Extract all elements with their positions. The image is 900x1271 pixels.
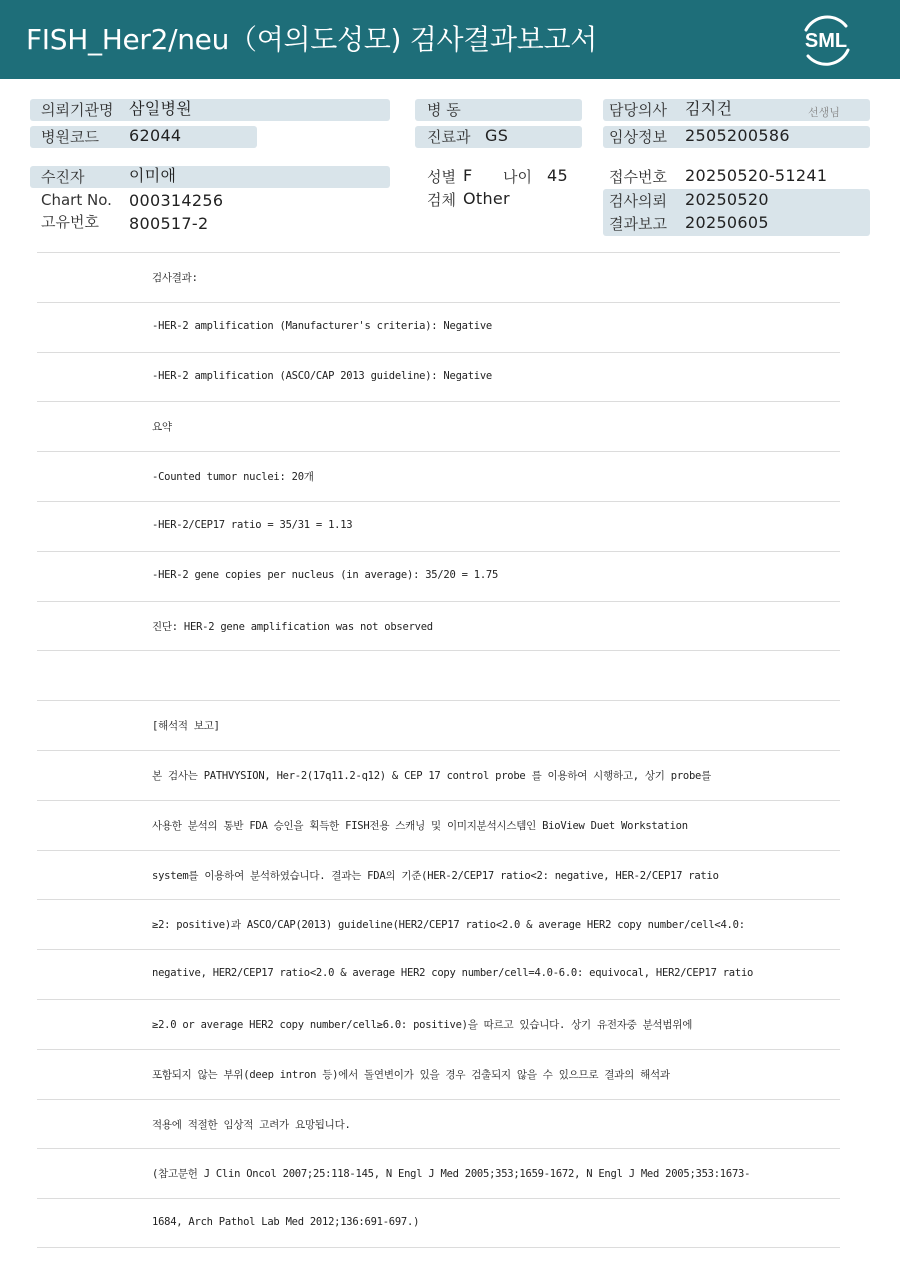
sex-value: F [463,166,473,185]
report-value: 20250605 [685,213,769,232]
result-row [37,1148,840,1198]
specimen-label: 검체 [427,191,456,209]
patient-label: 수진자 [41,168,85,186]
unique-label: 고유번호 [41,213,99,231]
result-row [37,949,840,999]
interpretation-line: 본 검사는 PATHVYSION, Her-2(17q11.2-q12) & CEP 17 control probe 를 이용하여 시행하고, 상기 probe를 [152,769,712,782]
result-row [37,451,840,501]
ward-label: 병 동 [427,101,461,119]
result-row [37,850,840,900]
result-row [37,352,840,402]
result-line: -HER-2 amplification (Manufacturer's criteria): Negative [152,319,493,332]
result-row [37,252,840,302]
interpretation-line: negative, HER2/CEP17 ratio<2.0 & average HER2 copy number/cell=4.0-6.0: equivocal, HER2/CEP17 ratio [152,967,754,980]
interpretation-line: ≥2: positive)과 ASCO/CAP(2013) guideline(HER2/CEP17 ratio<2.0 & average HER2 copy number/cell<4.0: [152,919,745,932]
doctor-value: 김지건 [685,99,733,118]
interpretation-line: ≥2.0 or average HER2 copy number/cell≥6.0: positive)을 따르고 있습니다. 상기 유전자중 분석범위에 [152,1018,693,1031]
sml-logo [796,12,856,68]
result-row [37,601,840,651]
interpretation-heading: [해석적 보고] [152,720,220,733]
interpretation-line: 사용한 분석의 통반 FDA 승인을 획득한 FISH전용 스캐닝 및 이미지분석시스템인 BioView Duet Workstation [152,819,688,832]
department-label: 진료과 [427,128,471,146]
diagnosis-line: 진단: HER-2 gene amplification was not observed [152,620,433,633]
department-value: GS [485,126,509,145]
unique-value: 800517-2 [129,214,209,233]
request-label: 검사의뢰 [609,192,667,210]
institution-value: 삼일병원 [129,99,193,118]
summary-line: -HER-2/CEP17 ratio = 35/31 = 1.13 [152,518,353,531]
receipt-label: 접수번호 [609,168,667,186]
interpretation-line: 포함되지 않는 부위(deep intron 등)에서 돌연변이가 있을 경우 검출되지 않을 수 있으므로 결과의 해석과 [152,1068,670,1081]
interpretation-line: 적용에 적절한 임상적 고려가 요망됩니다. [152,1118,351,1131]
hospital-code-value: 62044 [129,126,182,145]
result-table [37,252,840,1248]
logo-text: SML [804,30,848,52]
report-label: 결과보고 [609,215,667,233]
result-row [37,1198,840,1248]
result-row [37,700,840,750]
doctor-suffix: 선생님 [808,106,840,119]
result-row [37,750,840,800]
reference-line: (참고문헌 J Clin Oncol 2007;25:118-145, N Engl J Med 2005;353;1659-1672, N Engl J Med 2005;353:1673- [152,1168,751,1181]
chart-label: Chart No. [41,191,112,209]
result-row [37,401,840,451]
result-row [37,501,840,551]
result-row [37,899,840,949]
result-row [37,302,840,352]
request-value: 20250520 [685,190,769,209]
institution-label: 의뢰기관명 [41,101,114,119]
result-line: -HER-2 amplification (ASCO/CAP 2013 guideline): Negative [152,369,493,382]
clinical-value: 2505200586 [685,126,790,145]
hospital-code-label: 병원코드 [41,128,99,146]
chart-value: 000314256 [129,191,224,210]
sex-label: 성별 [427,168,456,186]
report-title: FISH_Her2/neu（여의도성모) 검사결과보고서 [26,23,597,56]
report-header [0,0,900,79]
result-row [37,999,840,1049]
summary-heading: 요약 [152,421,172,434]
result-row [37,800,840,850]
result-row [37,551,840,601]
specimen-value: Other [463,189,510,208]
receipt-value: 20250520-51241 [685,166,828,185]
age-value: 45 [547,166,568,185]
reference-line: 1684, Arch Pathol Lab Med 2012;136:691-697.) [152,1216,420,1229]
patient-value: 이미애 [129,166,177,185]
result-row [37,1099,840,1149]
result-row [37,1049,840,1099]
age-label: 나이 [503,168,532,186]
doctor-label: 담당의사 [609,101,667,119]
summary-line: -HER-2 gene copies per nucleus (in average): 35/20 = 1.75 [152,568,499,581]
clinical-label: 임상정보 [609,128,667,146]
result-heading: 검사결과: [152,272,198,284]
summary-line: -Counted tumor nuclei: 20개 [152,471,314,484]
interpretation-line: system를 이용하여 분석하였습니다. 결과는 FDA의 기준(HER-2/CEP17 ratio<2: negative, HER-2/CEP17 ratio [152,869,719,882]
result-row [37,650,840,700]
